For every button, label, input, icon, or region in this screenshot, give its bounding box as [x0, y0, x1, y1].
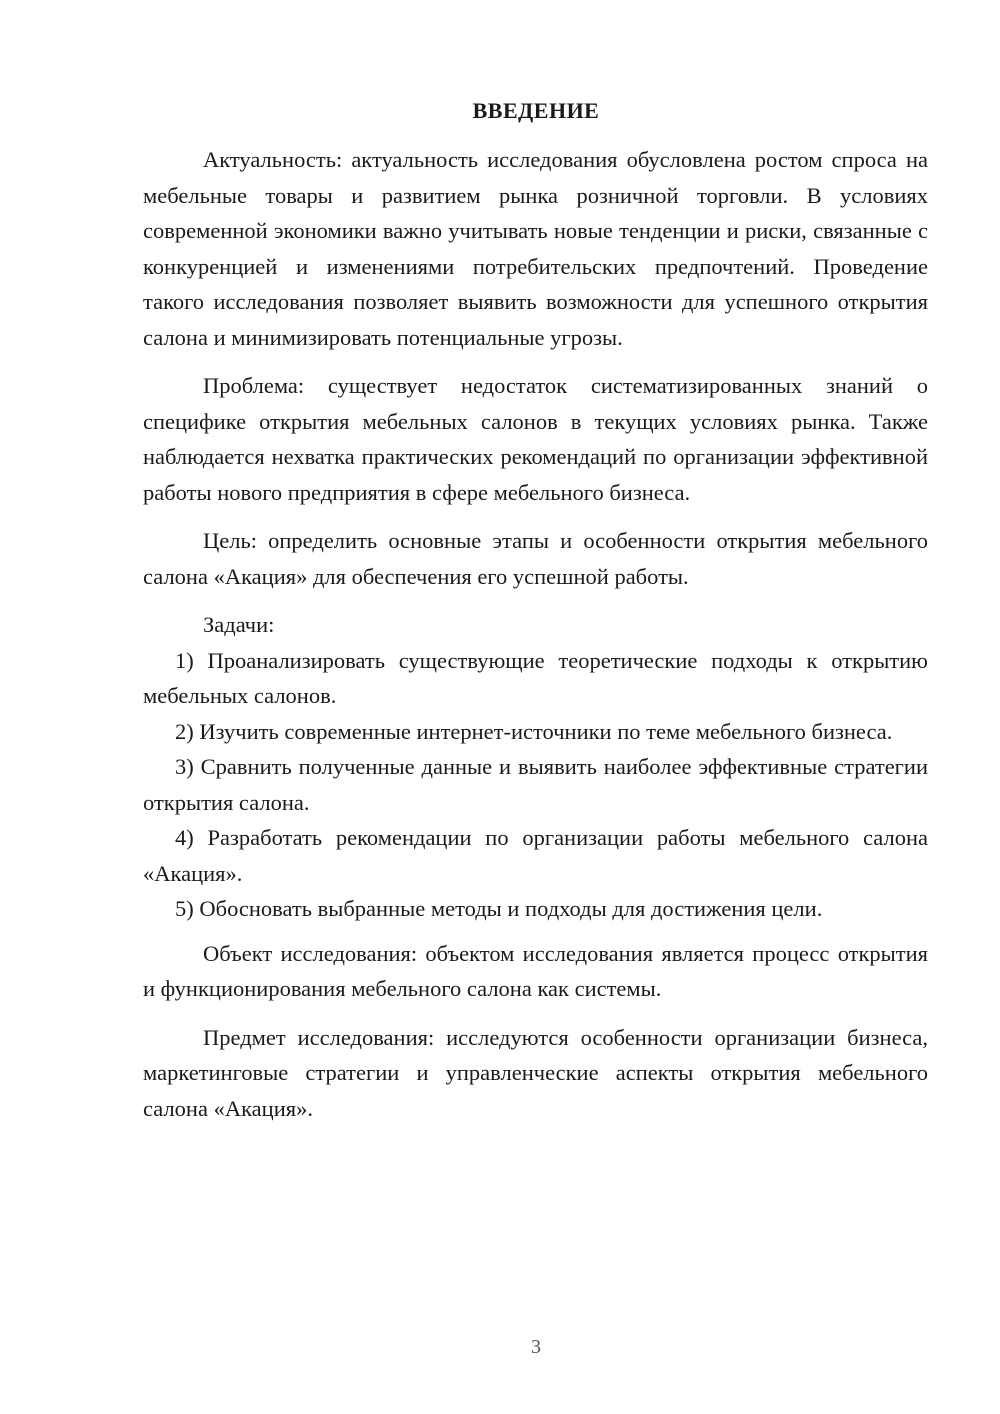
page-number: 3: [531, 1336, 541, 1358]
paragraph-object: Объект исследования: объектом исследования является процесс открытия и функционирования мебельного салона как системы.: [143, 940, 928, 1001]
document-body: [143, 142, 928, 1126]
paragraph-subject: Предмет исследования: исследуются особенности организации бизнеса, маркетинговые стратегии и управленческие аспекты открытия мебельного салона «Акация».: [143, 1024, 928, 1121]
list-item-task-5: 5) Обосновать выбранные методы и подходы для достижения цели.: [175, 896, 823, 921]
paragraph-tasks-heading: Задачи:: [203, 612, 275, 637]
list-item-task-3: 3) Сравнить полученные данные и выявить наиболее эффективные стратегии открытия салона.: [143, 754, 928, 815]
paragraph-problem: Проблема: существует недостаток систематизированных знаний о специфике открытия мебельных салонов в текущих условиях рынка. Также наблюдается нехватка практических рекомендаций по организации эффективной работы нового предприятия в сфере мебельного бизнеса.: [143, 373, 928, 505]
paragraph-goal: Цель: определить основные этапы и особенности открытия мебельного салона «Акация» для обеспечения его успешной работы.: [143, 528, 928, 589]
list-item-task-4: 4) Разработать рекомендации по организации работы мебельного салона «Акация».: [143, 825, 928, 886]
paragraph-relevance: Актуальность: актуальность исследования обусловлена ростом спроса на мебельные товары и развитием рынка розничной торговли. В условиях современной экономики важно учитывать новые тенденции и риски, связанные с конкуренцией и изменениями потребительских предпочтений. Проведение такого исследования позволяет выявить возможности для успешного открытия салона и минимизировать потенциальные угрозы.: [143, 147, 928, 350]
page-title: ВВЕДЕНИЕ: [472, 98, 600, 123]
list-item-task-2: 2) Изучить современные интернет-источники по теме мебельного бизнеса.: [175, 718, 893, 744]
list-item-task-1: 1) Проанализировать существующие теоретические подходы к открытию мебельных салонов.: [143, 647, 928, 708]
